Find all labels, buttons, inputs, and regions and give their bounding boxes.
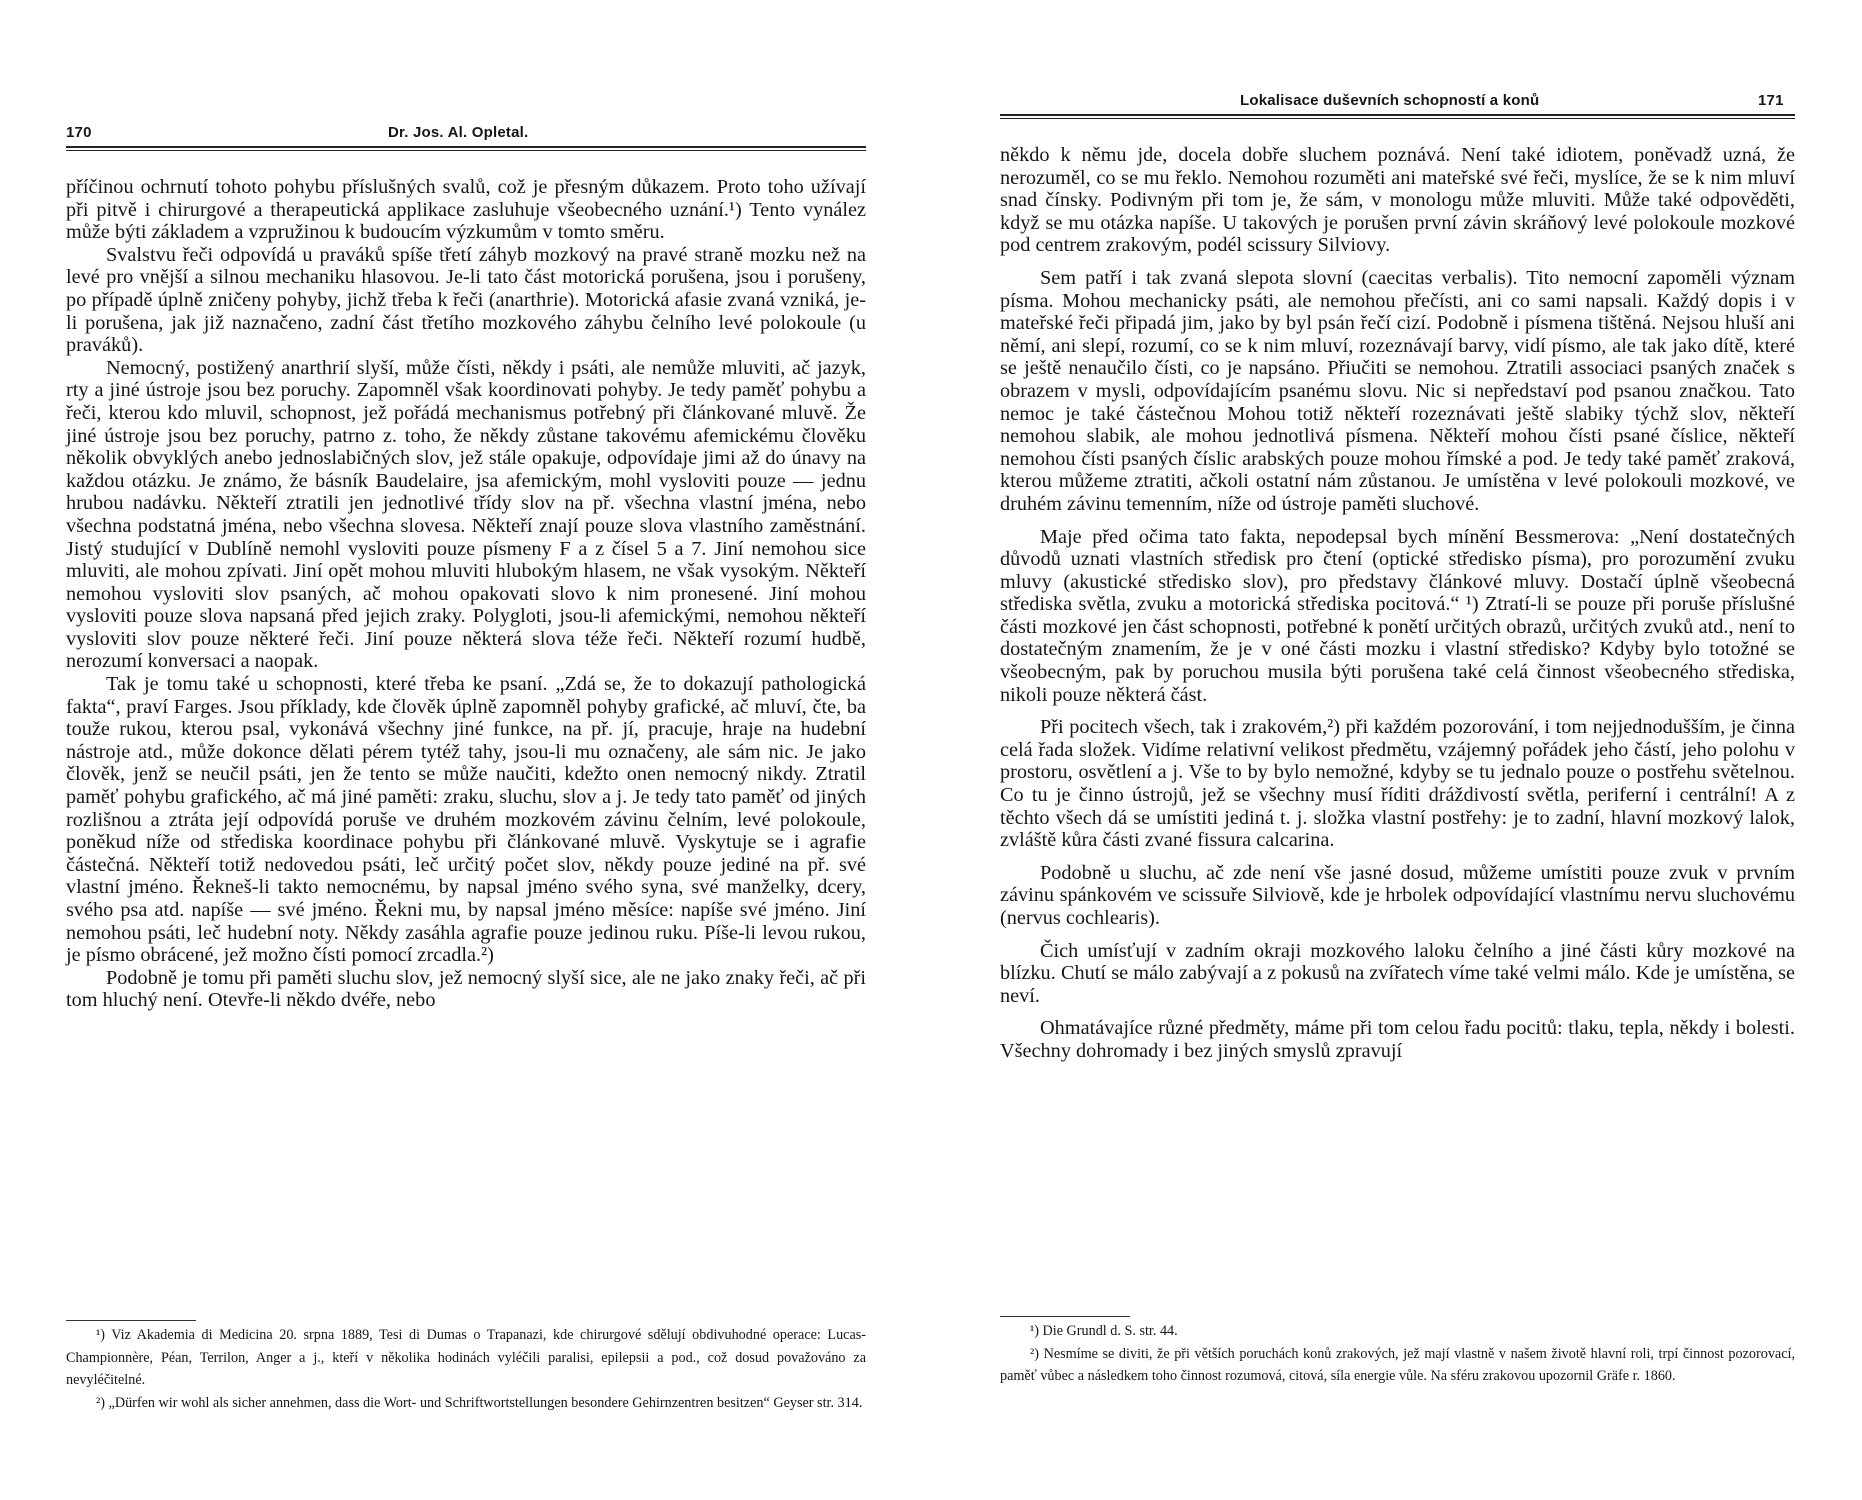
right-paragraph: někdo k němu jde, docela dobře sluchem poznává. Není také idiotem, poněvadž uzná, že nerozuměl, co se mu řeklo. Nemohou rozuměti ani mateřské své řeči, myslíce, že se k nim mluví snad čínsky. Podivným při tom je, že sám, v monologu může mluviti. Může také odpověděti, když se mu otázka napíše. U takových je porušen první závin skráňový levé polokoule mozkové pod centrem zrakovým, podél scissury Silviovy. [1000,144,1795,257]
left-paragraph: Nemocný, postižený anarthrií slyší, může čísti, někdy i psáti, ale nemůže mluviti, ač jazyk, rty a jiné ústroje jsou bez poruchy. Zapomněl však koordinovati pohyby. Je tedy paměť pohybu a řeči, kterou kdo mluvil, schopnost, jež pořádá mechanismus potřebný při článkované mluvě. Že jiné ústroje jsou bez poruchy, patrno z. toho, že někdy zůstane takovému afemickému člověku několik obvyklých anebo jednoslabičných slov, jež stále opakuje, odpovídaje jimi až do únavy na každou otázku. Je známo, že básník Baudelaire, jsa afemickým, mohl vysloviti pouze — jednu hrubou nadávku. Někteří ztratili jen jednotlivé třídy slov na př. všechna vlastní jména, nebo všechna podstatná jména, nebo všechna slovesa. Někteří znají pouze slova vlastního zaměstnání. Jistý studující v Dublíně nemohl vysloviti pouze písmeny F a z čísel 5 a 7. Jiní nemohou sice mluviti, ale mohou zpívati. Jiní opět mohou mluviti hlubokým hlasem, ne však vysokým. Někteří nemohou vysloviti slov psaných, ač mohou opakovati slovo k nim pronesené. Jiní mohou vysloviti pouze slova napsaná před jejich zraky. Polygloti, jsou-li afemickými, nemohou někteří vysloviti slov pouze některé řeči. Jiní pouze některá slova téže řeči. Někteří rozumí hudbě, nerozumí konversaci a naopak. [66,356,866,673]
right-paragraph: Sem patří i tak zvaná slepota slovní (caecitas verbalis). Tito nemocní zapoměli význam písma. Mohou mechanicky psáti, ale nemohou přečísti, ani co sami napsali. Každý dopis i v mateřské řeči připadá jim, jako by byl psán řečí cizí. Podobně i písmena tištěná. Nejsou hluší ani němí, ani slepí, rozumí, co se k nim mluví, rozeznávají barvy, vidí písmo, ale tak jako dítě, které se ještě nenaučilo čísti, co je napsáno. Přiučiti se nemohou. Ztratili associaci psaných značek s obrazem v mysli, odpovídajícím psanému slovu. Nic si nepředstaví pod psanou značkou. Tato nemoc je také částečnou Mohou totiž někteří rozeznávati ještě slabiky týchž slov, někteří nemohou slabik, ale mohou jednotlivá písmena. Někteří mohou čísti psané číslice, někteří nemohou čísti psaných číslic arabských pouze mohou římské a pod. Je tedy také paměť zraková, kterou můžeme ztratiti, ačkoli ostatní nám zůstanou. Je umístěna v levé polokouli mozkové, ve druhém závinu temenním, níže od ústroje paměti sluchové. [1000,266,1795,515]
header-rule-left [66,146,866,151]
left-body-text [66,176,866,1012]
header-rule-right [1000,114,1795,119]
right-paragraph: Čich umísťují v zadním okraji mozkového laloku čelního a jiné části kůry mozkové na blízku. Chutí se málo zabývají a z pokusů na zvířatech víme také velmi málo. Kde je umístěna, se neví. [1000,939,1795,1007]
right-footnotes [1000,1320,1795,1388]
right-paragraph: Podobně u sluchu, ač zde není vše jasné dosud, můžeme umístiti pouze zvuk v prvním závinu spánkovém ve scissuře Silviově, kde je hrbolek odpovídající vlastnímu nervu sluchovému (nervus cochlearis). [1000,861,1795,929]
page-number-right: 171 [1758,92,1784,109]
right-paragraph: Maje před očima tato fakta, nepodepsal bych mínění Bessmerova: „Není dostatečných důvodů uznati vlastních středisk pro čtení (optické středisko písma), pro porozumění zvuku mluvy (akustické středisko slov), pro představy článkové mluvy. Dostačí úplně všeobecná střediska světla, zvuku a motorická střediska pocitová.“ ¹) Ztratí-li se pouze při poruše příslušné části mozkové jen část schopnosti, potřebné k ponětí určitých obrazů, určitých zvuků atd., není to dostatečným znamením, že je v oné části mozku i vlastní středisko? Kdyby bylo totožné se všeobecným, pak by poruchou musila býti porušena také celá činnost všeobecného střediska, nikoli pouze některá část. [1000,525,1795,706]
left-page [66,0,866,1500]
right-page [1000,0,1795,1500]
footnote-separator-left [66,1320,196,1321]
left-paragraph: Podobně je tomu při paměti sluchu slov, jež nemocný slyší sice, ale ne jako znaky řeči, ač při tom hluchý není. Otevře-li někdo dvéře, nebo [66,966,866,1012]
left-paragraph: Tak je tomu také u schopnosti, které třeba ke psaní. „Zdá se, že to dokazují pathologická fakta“, praví Farges. Jsou příklady, kde člověk úplně zapomněl pohyby grafické, ač mluví, čte, ba touže rukou, kterou psal, vykonává všechny jiné funkce, na př. jí, pracuje, hraje na hudební nástroje atd., může dokonce dělati pérem tytéž tahy, jsou-li mu označeny, ale sám nic. Je jako člověk, jenž se neučil psáti, jen že tento se může naučiti, kdežto onen nemocný nikdy. Ztratil paměť pohybu grafického, ač má jiné paměti: zraku, sluchu, slov a j. Je tedy tato paměť od jiných rozlišnou a ztráta její odpovídá poruše ve druhém mozkovém závinu čelním, levé polokoule, poněkud níže od střediska koordinace pohybu při článkované mluvě. Vyskytuje se i agrafie částečná. Někteří totiž nedovedou psáti, leč určitý počet slov, někdy pouze jediné na př. své vlastní jméno. Řekneš-li takto nemocnému, by napsal jméno svého syna, své manželky, dcery, svého psa atd. napíše — své jméno. Řekni mu, by napsal jméno měsíce: napíše své jméno. Jiní nemohou psáti, leč hudební noty. Někdy zasáhla agrafie pouze jedinou ruku. Píše-li levou rukou, je písmo obrácené, jež možno čísti pomocí zrcadla.²) [66,673,866,967]
footnote-separator-right [1000,1316,1130,1317]
right-paragraph: Při pocitech všech, tak i zrakovém,²) při každém pozorování, i tom nejjednodušším, je činna celá řada složek. Vidíme relativní velikost předmětu, vzájemný pořádek jeho částí, jeho polohu v prostoru, osvětlení a j. Vše to by bylo nemožné, kdyby se tu jednalo pouze o postřehu světelnou. Co tu je činno ústrojů, jež se všechny musí říditi dráždivostí světla, periferní i centrální! A z těchto všech dá se umístiti jediná t. j. složka vlastní postřehy: je to zadní, hlavní mozkový lalok, zvláště kůra části zvané fissura calcarina. [1000,716,1795,852]
running-head-title: Lokalisace duševních schopností a konů [1240,92,1540,109]
running-head-author: Dr. Jos. Al. Opletal. [388,124,529,141]
page-number-left: 170 [66,124,92,141]
right-paragraph: Ohmatávajíce různé předměty, máme při tom celou řadu pocitů: tlaku, tepla, někdy i bolesti. Všechny dohromady i bez jiných smyslů zpravují [1000,1017,1795,1062]
left-footnote: ²) „Dürfen wir wohl als sicher annehmen, dass die Wort- und Schriftwortstellungen besondere Gehirnzentren besitzen“ Geyser str. 314. [96,1394,863,1411]
left-paragraph: Svalstvu řeči odpovídá u praváků spíše třetí záhyb mozkový na pravé straně mozku než na levé pro vnější a silnou mechaniku hlasovou. Je-li tato část motorická porušena, jsou i porušeny, po případě úplně zničeny pohyby, jichž třeba k řeči (anarthrie). Motorická afasie zvaná vzniká, je-li porušena, jak již naznačeno, zadní část třetího mozkového záhybu čelního levé polokoule (u praváků). [66,243,866,357]
right-footnote: ¹) Die Grundl d. S. str. 44. [1030,1323,1178,1339]
left-footnote: ¹) Viz Akademia di Medicina 20. srpna 1889, Tesi di Dumas o Trapanazi, kde chirurgové sdělují obdivuhodné operace: Lucas-Championnère, Péan, Terrilon, Anger a j., kteří v několika hodinách vyléčili paralisi, epilepsii a pod., což dosud považováno za nevyléčitelné. [66,1327,866,1388]
left-footnotes [66,1324,866,1414]
right-body-text [1000,144,1795,1063]
left-paragraph: příčinou ochrnutí tohoto pohybu příslušných svalů, což je přesným důkazem. Proto toho užívají při pitvě i chirurgové a therapeutická applikace zasluhuje všeobecného uznání.¹) Tento vynález může býti základem a vzpružinou k budoucím výzkumům v tomto směru. [66,176,866,244]
right-footnote: ²) Nesmíme se diviti, že při větších poruchách konů zrakových, jež mají vlastně v našem životě hlavní roli, trpí činnost pozorovací, paměť vůbec a následkem toho činnost rozumová, citová, síla energie vůle. Na sféru zrakovou upozornil Gräfe r. 1860. [1000,1345,1795,1384]
